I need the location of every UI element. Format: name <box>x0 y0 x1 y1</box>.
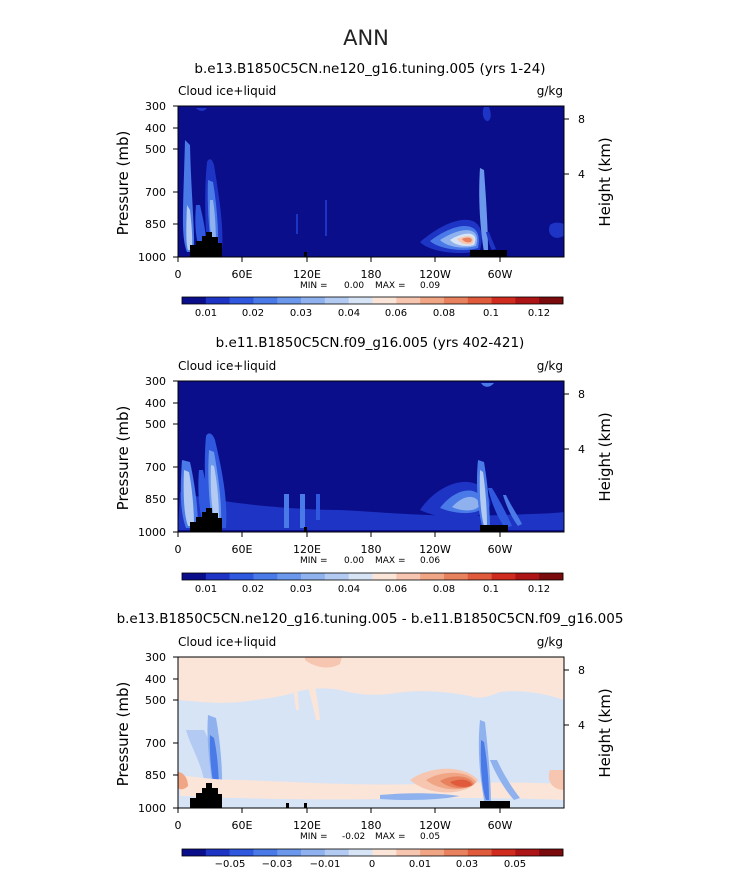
colorbar-swatch <box>182 297 206 304</box>
panel-2-colorbar-label: 0.03 <box>289 584 313 595</box>
panel-2-max-label: MAX = <box>375 556 406 566</box>
colorbar-swatch <box>301 297 325 304</box>
panel-1-colorbar-label: 0.06 <box>384 308 408 319</box>
panel-2-y2-axis <box>564 388 614 502</box>
page-title: ANN <box>343 26 389 50</box>
colorbar-swatch <box>349 573 373 580</box>
colorbar-swatch <box>420 297 444 304</box>
colorbar-swatch <box>325 849 349 856</box>
panel-3-x-axis <box>175 808 513 832</box>
panel-2 <box>114 335 614 595</box>
panel-1-x-tick-label: 60W <box>487 268 513 281</box>
panel-1 <box>114 61 614 319</box>
colorbar-swatch <box>396 297 420 304</box>
panel-3-max-value: 0.05 <box>420 832 441 842</box>
colorbar-swatch <box>539 573 563 580</box>
panel-1-plot-background <box>178 106 564 257</box>
panel-2-y2-tick-label: 4 <box>578 443 585 456</box>
panel-2-colorbar-label: 0.08 <box>432 584 456 595</box>
panel-3-colorbar-labels <box>215 859 526 870</box>
panel-2-y-axis-label: Pressure (mb) <box>114 405 132 511</box>
panel-2-title: b.e11.B1850C5CN.f09_g16.005 (yrs 402-421) <box>215 335 525 351</box>
panel-2-x-tick-label: 60W <box>487 543 513 556</box>
panel-3-stats <box>300 832 440 842</box>
colorbar-swatch <box>373 573 397 580</box>
panel-3-y-axis <box>114 651 178 815</box>
panel-2-y-tick-label: 500 <box>145 418 166 431</box>
panel-1-min-value: 0.00 <box>344 281 365 291</box>
colorbar-swatch <box>420 573 444 580</box>
panel-3-title: b.e13.B1850C5CN.ne120_g16.tuning.005 - b.e11.B1850C5CN.f09_g16.005 <box>116 611 624 627</box>
panel-1-max-label: MAX = <box>375 281 406 291</box>
panel-1-y-tick-label: 1000 <box>138 251 166 264</box>
panel-3-x-tick-label: 60E <box>231 819 253 832</box>
panel-1-y2-tick-label: 8 <box>578 113 585 126</box>
colorbar-swatch <box>349 849 373 856</box>
panel-2-stats <box>300 556 440 566</box>
panel-1-colorbar-labels <box>195 308 550 319</box>
panel-3-x-tick-label: 120E <box>293 819 321 832</box>
panel-2-y2-tick-label: 8 <box>578 388 585 401</box>
panel-3-y-axis-label: Pressure (mb) <box>114 681 132 787</box>
colorbar-swatch <box>444 849 468 856</box>
panel-3-y-tick-label: 700 <box>145 737 166 750</box>
panel-3-y-tick-label: 300 <box>145 651 166 664</box>
panel-2-x-tick-label: 180 <box>360 543 382 556</box>
panel-3-y2-tick-label: 4 <box>578 719 585 732</box>
panel-3-y2-tick-label: 8 <box>578 664 585 677</box>
panel-2-colorbar-label: 0.12 <box>527 584 551 595</box>
colorbar-swatch <box>206 849 230 856</box>
colorbar-swatch <box>539 849 563 856</box>
panel-3-y2-axis <box>564 664 614 778</box>
panel-3-y-tick-label: 1000 <box>138 802 166 815</box>
panel-1-colorbar-label: 0.1 <box>483 308 499 319</box>
panel-3-colorbar-label: −0.01 <box>309 859 341 870</box>
panel-3-y-tick-label: 500 <box>145 694 166 707</box>
colorbar-swatch <box>492 297 516 304</box>
colorbar-swatch <box>444 573 468 580</box>
panel-3-colorbar-label: −0.03 <box>261 859 293 870</box>
panel-3-max-label: MAX = <box>375 832 406 842</box>
colorbar-swatch <box>515 297 539 304</box>
panel-1-colorbar-label: 0.03 <box>289 308 313 319</box>
colorbar-swatch <box>206 297 230 304</box>
panel-2-units-label: g/kg <box>536 359 563 373</box>
colorbar-swatch <box>230 297 254 304</box>
colorbar-swatch <box>373 849 397 856</box>
panel-2-y-axis <box>114 375 178 539</box>
panel-1-colorbar-label: 0.04 <box>337 308 361 319</box>
panel-1-x-axis <box>175 257 513 281</box>
colorbar-swatch <box>396 849 420 856</box>
panel-2-y-tick-label: 300 <box>145 375 166 388</box>
panel-1-x-tick-label: 60E <box>231 268 253 281</box>
panel-3-x-tick-label: 120W <box>419 819 451 832</box>
panel-1-y2-axis <box>564 113 614 227</box>
panel-3-colorbar-label: 0 <box>368 859 376 870</box>
panel-3-colorbar <box>182 849 563 856</box>
panel-1-y2-tick-label: 4 <box>578 168 585 181</box>
panel-1-x-tick-label: 180 <box>360 268 382 281</box>
panel-3-min-value: -0.02 <box>342 832 366 842</box>
panel-2-min-value: 0.00 <box>344 556 365 566</box>
panel-3-colorbar-label: 0.01 <box>408 859 432 870</box>
panel-2-x-axis <box>175 532 513 556</box>
panel-1-x-tick-label: 0 <box>174 268 182 281</box>
colorbar-swatch <box>277 297 301 304</box>
colorbar-swatch <box>253 849 277 856</box>
panel-1-y-tick-label: 300 <box>145 100 166 113</box>
panel-1-y-tick-label: 500 <box>145 143 166 156</box>
panel-1-y-axis <box>114 100 178 264</box>
panel-3 <box>114 611 623 870</box>
panel-1-max-value: 0.09 <box>420 281 441 291</box>
colorbar-swatch <box>230 849 254 856</box>
colorbar-swatch <box>349 297 373 304</box>
panel-3-min-label: MIN = <box>300 832 328 842</box>
panel-1-y-axis-label: Pressure (mb) <box>114 130 132 236</box>
panel-3-colorbar-label: −0.05 <box>214 859 246 870</box>
panel-1-x-tick-label: 120E <box>293 268 321 281</box>
colorbar-swatch <box>206 573 230 580</box>
panel-2-max-value: 0.06 <box>420 556 441 566</box>
panel-1-y-tick-label: 400 <box>145 122 166 135</box>
panel-2-x-tick-label: 120E <box>293 543 321 556</box>
panel-2-y-tick-label: 850 <box>145 493 166 506</box>
colorbar-swatch <box>515 849 539 856</box>
colorbar-swatch <box>515 573 539 580</box>
panel-1-colorbar-label: 0.08 <box>432 308 456 319</box>
colorbar-swatch <box>468 297 492 304</box>
colorbar-swatch <box>182 849 206 856</box>
panel-1-colorbar-label: 0.01 <box>194 308 218 319</box>
panel-1-colorbar-label: 0.02 <box>241 308 265 319</box>
panel-1-variable-label: Cloud ice+liquid <box>178 84 277 98</box>
panel-3-units-label: g/kg <box>536 635 563 649</box>
panel-1-min-label: MIN = <box>300 281 328 291</box>
panel-1-stats <box>300 281 440 291</box>
colorbar-swatch <box>253 573 277 580</box>
panel-2-x-tick-label: 60E <box>231 543 253 556</box>
panel-2-min-label: MIN = <box>300 556 328 566</box>
panel-2-variable-label: Cloud ice+liquid <box>178 359 277 373</box>
panel-2-colorbar <box>182 573 563 580</box>
panel-2-x-tick-label: 0 <box>174 543 182 556</box>
panel-1-y2-axis-label: Height (km) <box>596 137 614 227</box>
panel-2-colorbar-label: 0.04 <box>337 584 361 595</box>
colorbar-swatch <box>325 297 349 304</box>
colorbar-swatch <box>539 297 563 304</box>
panel-2-colorbar-label: 0.1 <box>483 584 499 595</box>
colorbar-swatch <box>396 573 420 580</box>
panel-3-x-tick-label: 180 <box>360 819 382 832</box>
colorbar-swatch <box>277 849 301 856</box>
colorbar-swatch <box>468 849 492 856</box>
panel-1-y-tick-label: 700 <box>145 186 166 199</box>
colorbar-swatch <box>325 573 349 580</box>
panel-1-units-label: g/kg <box>536 84 563 98</box>
colorbar-swatch <box>253 297 277 304</box>
panel-3-x-tick-label: 0 <box>174 819 182 832</box>
panel-1-y-tick-label: 850 <box>145 218 166 231</box>
colorbar-swatch <box>277 573 301 580</box>
panel-3-variable-label: Cloud ice+liquid <box>178 635 277 649</box>
colorbar-swatch <box>230 573 254 580</box>
panel-2-x-tick-label: 120W <box>419 543 451 556</box>
panel-2-y2-axis-label: Height (km) <box>596 412 614 502</box>
panel-1-colorbar <box>182 297 563 304</box>
colorbar-swatch <box>420 849 444 856</box>
panel-3-y-tick-label: 400 <box>145 673 166 686</box>
panel-2-colorbar-labels <box>195 584 550 595</box>
colorbar-swatch <box>444 297 468 304</box>
colorbar-swatch <box>301 849 325 856</box>
panel-2-y-tick-label: 1000 <box>138 526 166 539</box>
panel-2-y-tick-label: 400 <box>145 397 166 410</box>
panel-2-y-tick-label: 700 <box>145 461 166 474</box>
colorbar-swatch <box>468 573 492 580</box>
panel-1-title: b.e13.B1850C5CN.ne120_g16.tuning.005 (yrs 1-24) <box>194 61 546 77</box>
colorbar-swatch <box>182 573 206 580</box>
panel-3-y2-axis-label: Height (km) <box>596 688 614 778</box>
panel-3-y-tick-label: 850 <box>145 769 166 782</box>
colorbar-swatch <box>492 573 516 580</box>
panel-2-colorbar-label: 0.02 <box>241 584 265 595</box>
panel-2-colorbar-label: 0.06 <box>384 584 408 595</box>
colorbar-swatch <box>373 297 397 304</box>
panel-3-x-tick-label: 60W <box>487 819 513 832</box>
panel-3-colorbar-label: 0.05 <box>503 859 527 870</box>
colorbar-swatch <box>301 573 325 580</box>
panel-1-colorbar-label: 0.12 <box>527 308 551 319</box>
panel-3-colorbar-label: 0.03 <box>455 859 479 870</box>
colorbar-swatch <box>492 849 516 856</box>
panel-1-x-tick-label: 120W <box>419 268 451 281</box>
panel-2-colorbar-label: 0.01 <box>194 584 218 595</box>
